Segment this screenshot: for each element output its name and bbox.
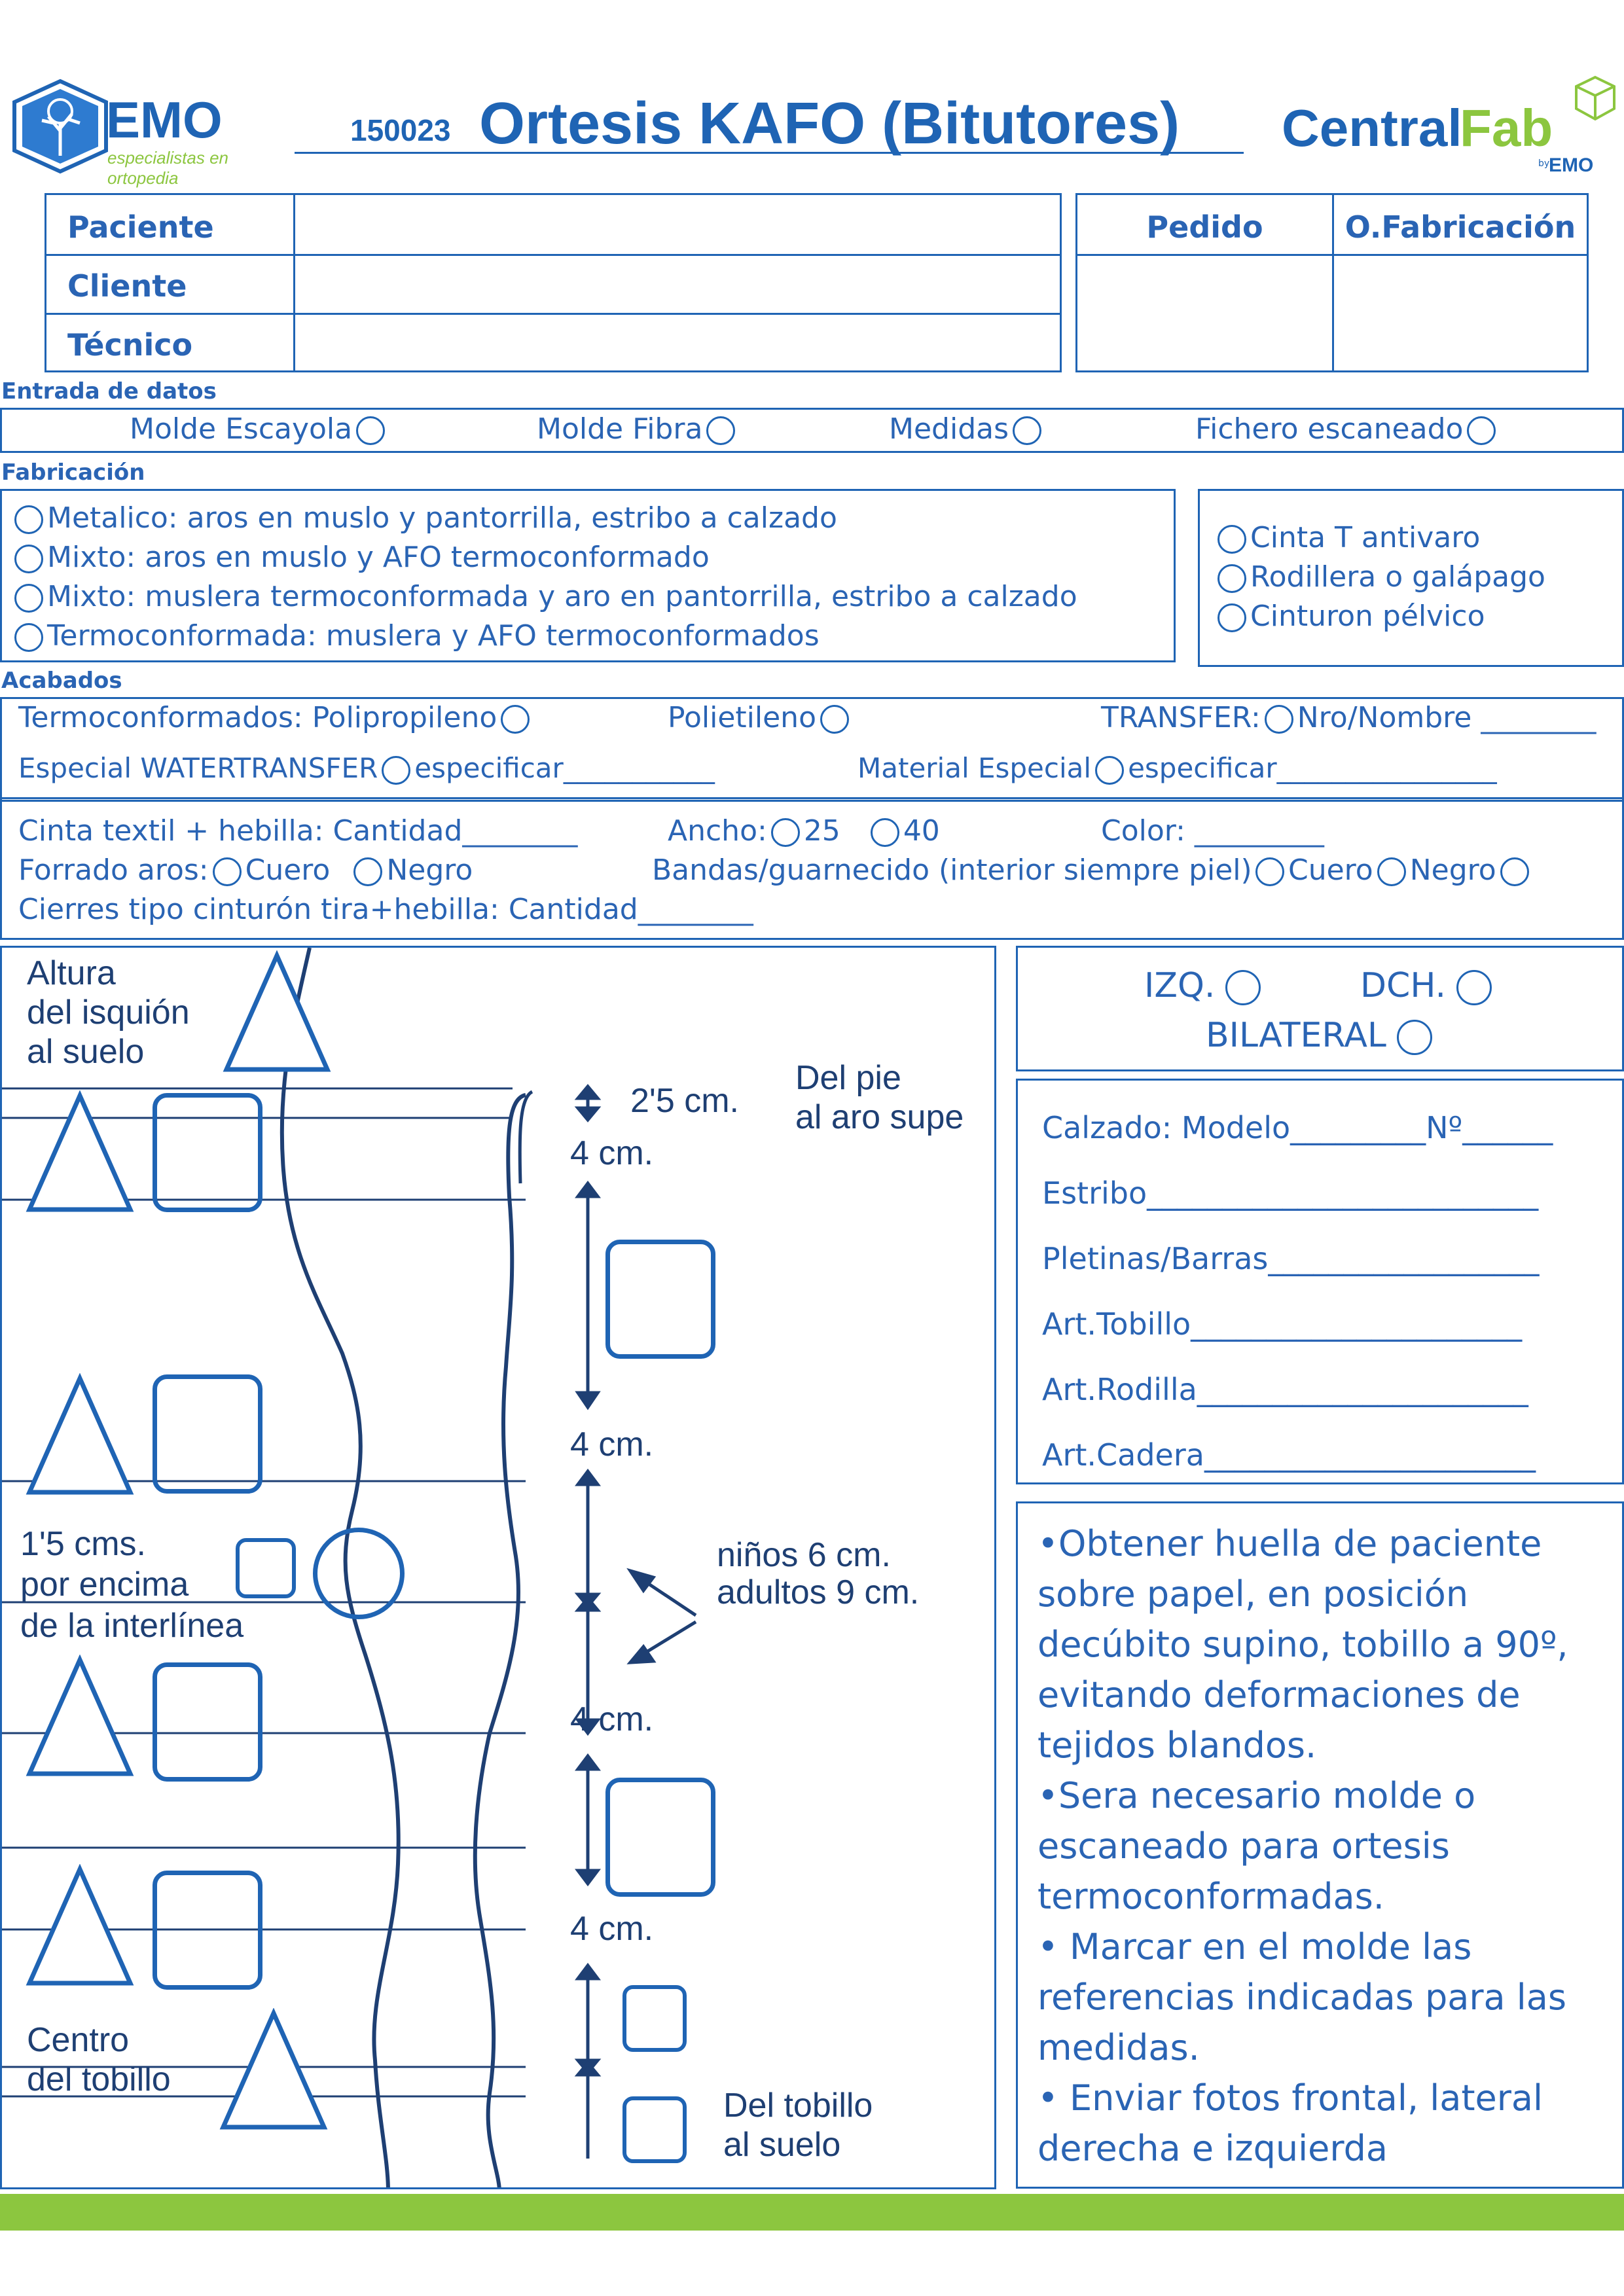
cube-icon	[1574, 75, 1617, 122]
fab-option-2[interactable]: Mixto: aros en muslo y AFO termoconformado	[14, 543, 710, 573]
radio-icon[interactable]	[1218, 564, 1246, 593]
radio-icon[interactable]	[14, 623, 43, 652]
radio-icon[interactable]	[14, 505, 43, 534]
logo-tagline: especialistas en ortopedia	[107, 148, 228, 188]
note-item: • Marcar en el molde las referencias indicadas para las medidas.	[1038, 1926, 1567, 2068]
radio-icon[interactable]	[1218, 603, 1246, 632]
component-estribo[interactable]: Estribo__________________________	[1042, 1175, 1539, 1211]
centralfab-logo	[1282, 72, 1622, 183]
client-field[interactable]	[297, 257, 1059, 311]
radio-icon[interactable]	[14, 584, 43, 613]
radio-icon[interactable]	[1377, 857, 1406, 886]
acabados-title: Acabados	[1, 668, 122, 694]
order-field[interactable]	[1079, 257, 1330, 370]
radio-icon[interactable]	[1225, 970, 1261, 1005]
radio-icon[interactable]	[1095, 756, 1124, 785]
label-2-5cm: 2'5 cm.	[630, 1082, 739, 1120]
cierres-cantidad[interactable]: Cierres tipo cinturón tira+hebilla: Cantidad________	[18, 893, 753, 926]
fab-option-1[interactable]: Metalico: aros en muslo y pantorrilla, estribo a calzado	[14, 504, 837, 534]
note-item: •Obtener huella de paciente sobre papel, en posición decúbito supino, tobillo a 90º, evitando deformaciones de tejidos blandos.	[1038, 1523, 1568, 1766]
triangle-icon[interactable]	[24, 1655, 135, 1779]
material-especial[interactable]: Material Especial especificar________________	[857, 752, 1497, 784]
client-label: Cliente	[67, 268, 187, 304]
patient-label: Paciente	[67, 209, 214, 245]
technician-label: Técnico	[67, 327, 193, 363]
note-item: • Enviar fotos frontal, lateral derecha e izquierda	[1038, 2077, 1543, 2169]
termo-polipropileno[interactable]: Termoconformados: Polipropileno	[18, 704, 533, 734]
radio-icon[interactable]	[382, 756, 410, 785]
label-ninos-adultos: niños 6 cm. adultos 9 cm.	[717, 1536, 920, 1612]
form-code: 150023	[350, 113, 451, 147]
radio-icon[interactable]	[1467, 416, 1496, 445]
order-label: Pedido	[1146, 209, 1263, 245]
brand-fab: Fab	[1460, 99, 1553, 157]
tree-icon	[8, 77, 113, 175]
radio-icon[interactable]	[1456, 970, 1492, 1005]
fabrication-order-label: O.Fabricación	[1344, 209, 1576, 245]
label-4cm-1: 4 cm.	[570, 1134, 654, 1172]
fabricacion-title: Fabricación	[1, 459, 145, 486]
ancho[interactable]: Ancho: 25 40	[668, 814, 940, 848]
radio-icon[interactable]	[1218, 525, 1246, 554]
label-del-pie: Del pie al aro supe	[795, 1059, 964, 1136]
measure-box[interactable]	[623, 1985, 687, 2052]
label-4cm-3: 4 cm.	[570, 1700, 654, 1738]
component-art-tobillo[interactable]: Art.Tobillo______________________	[1042, 1306, 1523, 1342]
color-field[interactable]: Color: _________	[1101, 814, 1324, 848]
brand-by: by	[1538, 158, 1550, 169]
option-molde-escayola[interactable]: Molde Escayola	[130, 415, 389, 445]
extra-cinturon[interactable]: Cinturon pélvico	[1218, 602, 1485, 632]
radio-icon[interactable]	[14, 545, 43, 573]
label-altura-isquion: Altura del isquión al suelo	[27, 954, 190, 1071]
side-bilateral[interactable]: BILATERAL	[1206, 1018, 1436, 1055]
extra-cinta-t[interactable]: Cinta T antivaro	[1218, 524, 1480, 554]
radio-icon[interactable]	[356, 416, 385, 445]
label-centro-tobillo: Centro del tobillo	[27, 2021, 171, 2098]
label-por-encima: 1'5 cms. por encima de la interlínea	[20, 1525, 244, 1645]
measure-circle[interactable]	[313, 1528, 405, 1619]
option-fichero-escaneado[interactable]: Fichero escaneado	[1195, 415, 1500, 445]
option-medidas[interactable]: Medidas	[889, 415, 1045, 445]
label-4cm-4: 4 cm.	[570, 1910, 654, 1948]
triangle-icon[interactable]	[24, 1373, 135, 1498]
radio-icon[interactable]	[1397, 1020, 1432, 1055]
component-calzado[interactable]: Calzado: Modelo_________Nº______	[1042, 1110, 1553, 1145]
fab-option-3[interactable]: Mixto: muslera termoconformada y aro en pantorrilla, estribo a calzado	[14, 583, 1077, 613]
component-art-rodilla[interactable]: Art.Rodilla______________________	[1042, 1372, 1528, 1407]
emo-logo	[8, 77, 296, 188]
radio-icon[interactable]	[1013, 416, 1041, 445]
patient-table	[45, 193, 1062, 372]
footer-bar	[0, 2194, 1624, 2231]
measure-box[interactable]	[153, 1374, 262, 1494]
extra-rodillera[interactable]: Rodillera o galápago	[1218, 563, 1545, 593]
notes-list	[1038, 1518, 1610, 2174]
radio-icon[interactable]	[1255, 857, 1284, 886]
forrado-aros[interactable]: Forrado aros: Cuero Negro	[18, 853, 473, 887]
triangle-icon[interactable]	[24, 1090, 135, 1215]
radio-icon[interactable]	[501, 705, 530, 734]
side-izq[interactable]: IZQ.	[1144, 969, 1265, 1005]
measure-box[interactable]	[623, 2096, 687, 2163]
logo-name: EMO	[106, 91, 223, 149]
brand-central: Central	[1282, 99, 1462, 157]
measure-box[interactable]	[605, 1778, 715, 1897]
patient-field[interactable]	[297, 197, 1059, 252]
fabrication-order-field[interactable]	[1336, 257, 1585, 370]
measure-box[interactable]	[153, 1662, 262, 1782]
measurement-diagram	[0, 946, 996, 2189]
triangle-icon[interactable]	[221, 950, 333, 1075]
option-molde-fibra[interactable]: Molde Fibra	[537, 415, 739, 445]
radio-icon[interactable]	[706, 416, 735, 445]
radio-icon[interactable]	[1265, 705, 1293, 734]
bandas-label: Bandas/guarnecido (interior siempre piel)	[652, 853, 1252, 887]
side-dch[interactable]: DCH.	[1360, 969, 1496, 1005]
bandas-options[interactable]: Cuero Negro	[1252, 856, 1533, 886]
radio-icon[interactable]	[771, 818, 800, 847]
measure-box[interactable]	[153, 1871, 262, 1990]
radio-icon[interactable]	[213, 857, 242, 886]
label-4cm-2: 4 cm.	[570, 1426, 654, 1463]
radio-icon[interactable]	[353, 857, 382, 886]
brand-emo: EMO	[1549, 154, 1594, 176]
transfer[interactable]: TRANSFER: Nro/Nombre ________	[1101, 701, 1597, 734]
component-pletinas[interactable]: Pletinas/Barras__________________	[1042, 1241, 1540, 1276]
measure-box[interactable]	[153, 1093, 262, 1212]
triangle-icon[interactable]	[218, 2008, 329, 2132]
cinta-cantidad[interactable]: Cinta textil + hebilla: Cantidad________	[18, 814, 578, 848]
especial-watertransfer[interactable]: Especial WATERTRANSFER especificar___________	[18, 752, 715, 784]
fab-option-4[interactable]: Termoconformada: muslera y AFO termoconformados	[14, 622, 820, 652]
radio-icon[interactable]	[820, 705, 849, 734]
measure-box[interactable]	[236, 1538, 296, 1598]
triangle-icon[interactable]	[24, 1864, 135, 1988]
technician-field[interactable]	[297, 316, 1059, 370]
polietileno[interactable]: Polietileno	[668, 704, 853, 734]
label-del-tobillo: Del tobillo al suelo	[723, 2087, 873, 2164]
note-item: •Sera necesario molde o escaneado para ortesis termoconformadas.	[1038, 1775, 1476, 1917]
component-art-cadera[interactable]: Art.Cadera______________________	[1042, 1437, 1536, 1473]
measure-box[interactable]	[605, 1240, 715, 1359]
entrada-title: Entrada de datos	[1, 378, 217, 404]
order-table	[1075, 193, 1589, 372]
radio-icon[interactable]	[1500, 857, 1529, 886]
page-title: Ortesis KAFO (Bitutores)	[479, 91, 1180, 156]
radio-icon[interactable]	[871, 818, 899, 847]
